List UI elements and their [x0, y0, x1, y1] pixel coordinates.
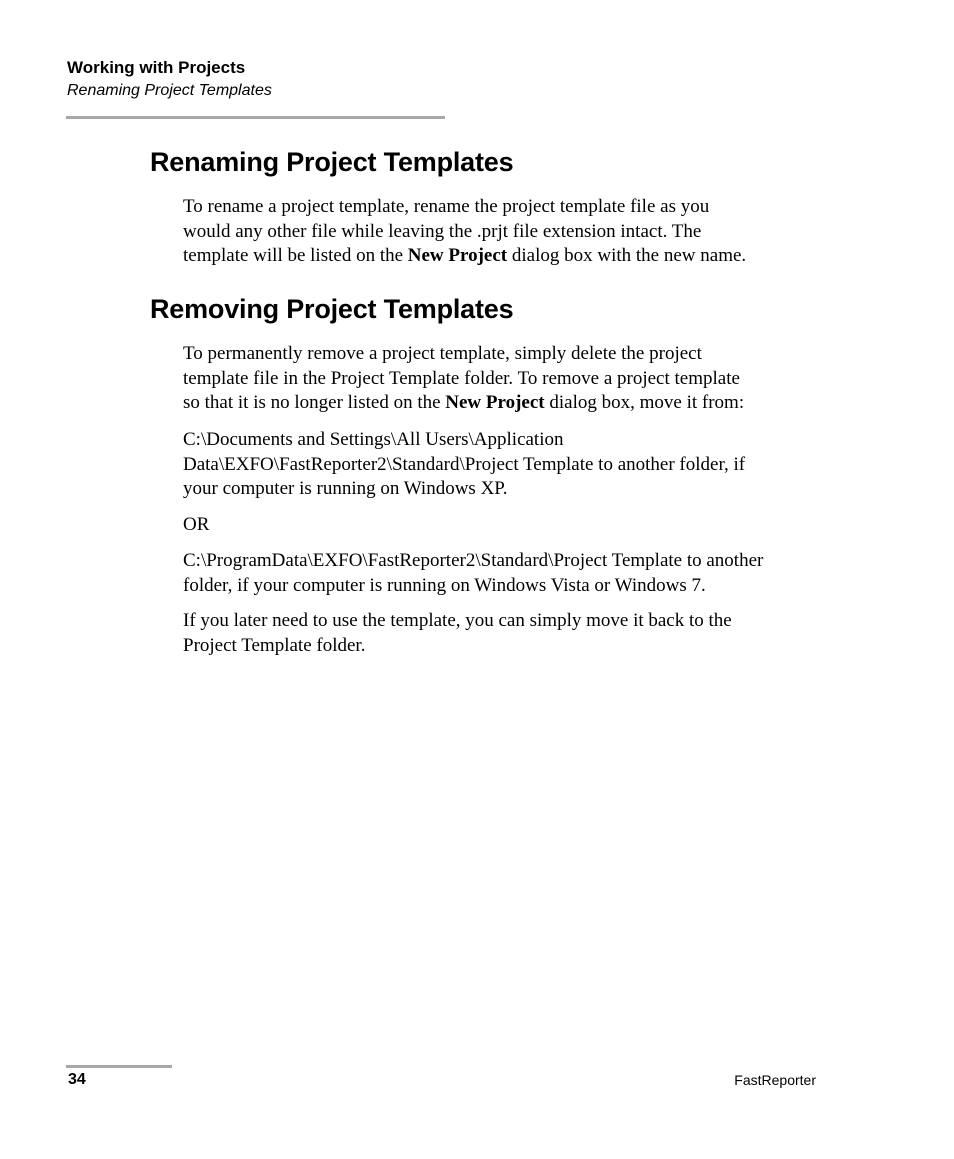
paragraph-removing-intro [183, 342, 823, 416]
paragraph-or [183, 513, 823, 538]
text-line: C:\Documents and Settings\All Users\Application [183, 429, 564, 450]
text-run: dialog box, move it from: [544, 392, 745, 413]
text-line: C:\ProgramData\EXFO\FastReporter2\Standard\Project Template to another [183, 550, 764, 571]
ui-term-new-project: New Project [445, 392, 545, 413]
text-line: Project Template folder. [183, 634, 366, 656]
running-header [67, 57, 445, 102]
text-line [183, 391, 823, 416]
text-line: template file in the Project Template folder. To remove a project template [183, 367, 740, 389]
product-name: FastReporter [734, 1072, 816, 1088]
text-run: template will be listed on the [183, 245, 408, 266]
header-divider [66, 116, 445, 119]
section-heading-removing: Removing Project Templates [150, 294, 514, 324]
text-line: Data\EXFO\FastReporter2\Standard\Project Template to another folder, if [183, 453, 746, 475]
text-run: dialog box with the new name. [507, 245, 747, 266]
text-line: To permanently remove a project template, simply delete the project [183, 343, 702, 364]
paragraph-renaming [183, 195, 823, 269]
section-heading-renaming: Renaming Project Templates [150, 147, 514, 177]
text-line: your computer is running on Windows XP. [183, 478, 508, 499]
text-line: OR [183, 514, 210, 535]
text-run: so that it is no longer listed on the [183, 392, 446, 413]
text-line: To rename a project template, rename the project template file as you [183, 196, 710, 217]
text-line: If you later need to use the template, you can simply move it back to the [183, 610, 732, 631]
text-line: would any other file while leaving the .prjt file extension intact. The [183, 220, 702, 242]
text-line: folder, if your computer is running on Windows Vista or Windows 7. [183, 574, 706, 596]
page-number: 34 [68, 1071, 86, 1088]
paragraph-path-xp [183, 428, 823, 502]
ui-term-new-project: New Project [407, 245, 508, 266]
text-line [183, 244, 823, 269]
section-subtitle: Renaming Project Templates [67, 82, 272, 99]
paragraph-restore [183, 609, 823, 658]
paragraph-path-vista [183, 549, 823, 598]
chapter-title: Working with Projects [67, 58, 246, 77]
footer-divider [66, 1065, 172, 1068]
